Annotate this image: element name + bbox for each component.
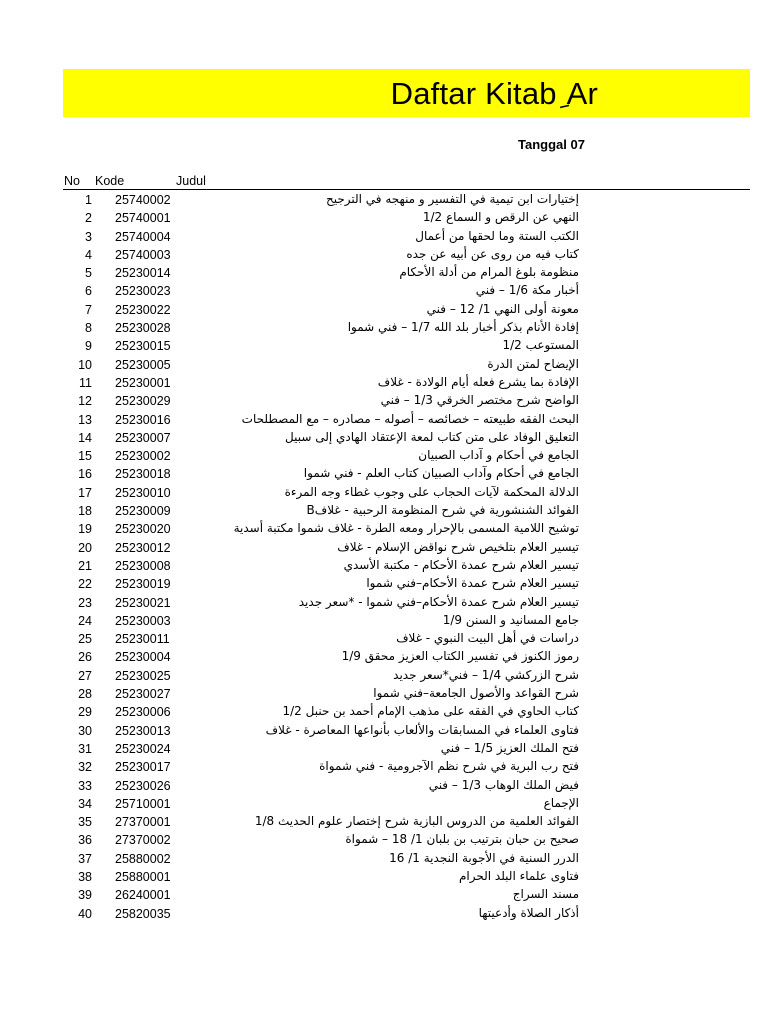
row-title: فتاوى علماء البلد الحرام: [458, 868, 579, 883]
row-title: إفادة الأنام بذكر أخبار بلد الله 1/7 – فني شموا: [347, 320, 579, 335]
page-title: Daftar Kitab ِAr: [390, 76, 598, 111]
table-row: [0, 557, 768, 575]
row-title: الدلالة المحكمة لآيات الحجاب على وجوب غطاء وجه المرءة: [284, 484, 579, 499]
row-number: 14: [78, 430, 92, 445]
row-number: 36: [78, 833, 92, 848]
table-row: [0, 502, 768, 520]
row-code: 25230007: [115, 430, 171, 445]
row-title: شرح القواعد والأصول الجامعة–فني شموا: [373, 686, 579, 701]
row-number: 1: [85, 193, 92, 207]
row-code: 25230013: [115, 723, 171, 738]
row-title: الإفادة بما يشرع فعله أيام الولادة - غلاف: [377, 374, 579, 389]
row-code: 25740004: [115, 229, 171, 244]
row-number: 26: [78, 650, 92, 665]
row-code: 25230015: [115, 339, 171, 354]
row-title: إختيارات ابن تيمية في التفسير و منهجه في الترجيح: [325, 192, 579, 206]
row-code: 25740002: [115, 193, 171, 207]
table-row: [0, 850, 768, 868]
row-number: 15: [78, 449, 92, 464]
table-row: [0, 520, 768, 538]
table-row: [0, 722, 768, 740]
table-row: [0, 319, 768, 337]
row-number: 19: [78, 522, 92, 537]
row-title: التعليق الوفاد على متن كتاب لمعة الإعتقاد الهادي إلى سبيل: [285, 429, 579, 444]
row-number: 8: [85, 321, 92, 336]
row-number: 30: [78, 723, 92, 738]
row-number: 38: [78, 869, 92, 884]
row-code: 25230009: [115, 504, 171, 519]
table-row: [0, 392, 768, 410]
row-title: كتاب الحاوي في الفقه على مذهب الإمام أحمد بن حنبل 1/2: [282, 704, 579, 719]
table-row: [0, 465, 768, 483]
column-header-code: Kode: [95, 174, 125, 188]
table-row: [0, 484, 768, 502]
row-number: 33: [78, 778, 92, 793]
row-code: 25230021: [115, 595, 171, 610]
row-number: 21: [78, 558, 92, 573]
row-number: 11: [79, 375, 92, 390]
row-title: الإجماع: [543, 795, 579, 810]
row-code: 25230002: [115, 449, 171, 464]
row-title: توشيح اللامية المسمى بالإحرار ومعه الطرة - غلاف شموا مكتبة أسدية: [233, 521, 579, 536]
row-code: 25230028: [115, 321, 171, 336]
row-title: رموز الكنوز في تفسير الكتاب العزيز محقق 1/9: [341, 649, 579, 664]
row-number: 12: [78, 394, 92, 409]
row-title: تيسير العلام شرح عمدة الأحكام–فني شموا: [366, 576, 579, 591]
row-code: 25230023: [115, 284, 171, 299]
row-title: كتاب فيه من روى عن أبيه عن جده: [406, 246, 579, 261]
row-code: 26240001: [115, 888, 171, 903]
row-code: 25230008: [115, 558, 171, 573]
table-row: [0, 758, 768, 776]
row-code: 25230003: [115, 613, 171, 628]
row-title: فيض الملك الوهاب 1/3 – فني: [428, 777, 579, 792]
row-code: 25230025: [115, 668, 171, 683]
row-number: 13: [78, 412, 92, 427]
row-number: 27: [78, 668, 92, 683]
row-code: 25230024: [115, 741, 171, 756]
row-number: 34: [78, 796, 92, 811]
row-title: فتح الملك العزيز 1/5 – فني: [440, 740, 579, 755]
table-row: [0, 411, 768, 429]
row-code: 25230016: [115, 412, 171, 427]
row-title: تيسير العلام شرح عمدة الأحكام - مكتبة الأسدي: [343, 557, 579, 572]
row-title: منظومة بلوغ المرام من أدلة الأحكام: [399, 265, 579, 280]
table-row: [0, 630, 768, 648]
table-row: [0, 795, 768, 813]
row-code: 27370001: [115, 815, 171, 830]
row-code: 25230004: [115, 650, 171, 665]
table-row: [0, 282, 768, 300]
row-code: 25880002: [115, 851, 171, 866]
row-number: 28: [78, 687, 92, 702]
table-row: [0, 337, 768, 355]
row-number: 24: [78, 613, 92, 628]
row-number: 5: [85, 266, 92, 281]
row-code: 25230017: [115, 760, 171, 775]
row-title: فتاوى العلماء في المسابقات والألعاب بأنواعها المعاصرة - غلاف: [265, 722, 579, 737]
column-header-title: Judul: [176, 174, 206, 188]
row-code: 25230011: [115, 632, 170, 647]
row-code: 25880001: [115, 869, 171, 884]
row-number: 16: [78, 467, 92, 482]
table-row: [0, 374, 768, 392]
row-code: 25230026: [115, 778, 171, 793]
row-title: فتح رب البرية في شرح نظم الآجرومية - فني شمواة: [319, 759, 579, 774]
row-number: 40: [78, 906, 92, 921]
row-number: 23: [78, 595, 92, 610]
row-number: 4: [85, 247, 92, 262]
table-row: [0, 612, 768, 630]
table-row: [0, 447, 768, 465]
row-number: 6: [85, 284, 92, 299]
table-row: [0, 539, 768, 557]
row-number: 32: [78, 760, 92, 775]
column-header-no: No: [64, 174, 80, 188]
table-row: [0, 209, 768, 227]
row-code: 27370002: [115, 833, 171, 848]
row-title: تيسير العلام بتلخيص شرح نواقض الإسلام - غلاف: [337, 539, 579, 554]
table-body: [0, 191, 768, 923]
row-code: 25820035: [115, 906, 171, 921]
row-title: المستوعب 1/2: [502, 338, 579, 353]
row-code: 25230012: [115, 540, 171, 555]
row-title: جامع المسانيد و السنن 1/9: [442, 612, 579, 627]
header-divider: [63, 189, 750, 190]
row-title: الجامع في أحكام وآداب الصبيان كتاب العلم - فني شموا: [303, 466, 579, 481]
row-number: 20: [78, 540, 92, 555]
row-number: 10: [78, 357, 92, 372]
table-row: [0, 246, 768, 264]
row-title: الفوائد العلمية من الدروس البازية شرح إختصار علوم الحديث 1/8: [254, 814, 579, 829]
row-code: 25230022: [115, 302, 171, 317]
row-number: 2: [85, 211, 92, 226]
row-number: 35: [78, 815, 92, 830]
table-row: [0, 868, 768, 886]
table-row: [0, 831, 768, 849]
row-number: 9: [85, 339, 92, 354]
row-title: النهي عن الرقص و السماع 1/2: [422, 210, 579, 225]
row-title: الدرر السنية في الأجوبة النجدية 1/ 16: [389, 850, 579, 865]
row-title: الفوائد الشنشورية في شرح المنظومة الرحبية - غلافB: [306, 503, 579, 518]
row-number: 39: [78, 888, 92, 903]
row-code: 25740001: [115, 211, 171, 226]
table-row: [0, 301, 768, 319]
row-number: 37: [78, 851, 92, 866]
row-title: الكتب الستة وما لحقها من أعمال: [415, 228, 579, 243]
row-code: 25710001: [115, 796, 171, 811]
row-title: أذكار الصلاة وأدعيتها: [478, 905, 579, 920]
row-title: الإيضاح لمتن الدرة: [487, 356, 579, 371]
table-row: [0, 905, 768, 923]
table-row: [0, 685, 768, 703]
row-number: 29: [78, 705, 92, 720]
row-number: 17: [78, 485, 92, 500]
table-row: [0, 228, 768, 246]
row-code: 25230027: [115, 687, 171, 702]
row-title: دراسات في أهل البيت النبوي - غلاف: [396, 631, 579, 646]
row-number: 18: [78, 504, 92, 519]
row-code: 25230005: [115, 357, 171, 372]
table-row: [0, 594, 768, 612]
row-number: 22: [78, 577, 92, 592]
table-row: [0, 191, 768, 209]
row-title: تيسير العلام شرح عمدة الأحكام–فني شموا - *سعر جديد: [298, 594, 579, 609]
row-code: 25230010: [115, 485, 171, 500]
row-title: الجامع في أحكام و آداب الصبيان: [418, 448, 579, 463]
row-title: مسند السراج: [512, 887, 579, 902]
table-row: [0, 648, 768, 666]
table-row: [0, 813, 768, 831]
row-number: 7: [85, 302, 92, 317]
table-row: [0, 264, 768, 282]
row-code: 25230020: [115, 522, 171, 537]
row-code: 25230001: [115, 375, 171, 390]
row-code: 25230006: [115, 705, 171, 720]
table-row: [0, 703, 768, 721]
row-number: 31: [78, 741, 92, 756]
row-code: 25230029: [115, 394, 171, 409]
row-title: شرح الزركشي 1/4 – فني*سعر جديد: [393, 667, 579, 682]
table-row: [0, 356, 768, 374]
table-row: [0, 886, 768, 904]
row-number: 25: [78, 632, 92, 647]
row-code: 25230014: [115, 266, 171, 281]
row-code: 25740003: [115, 247, 171, 262]
table-header: [63, 173, 583, 189]
row-code: 25230018: [115, 467, 171, 482]
row-code: 25230019: [115, 577, 171, 592]
row-number: 3: [85, 229, 92, 244]
table-row: [0, 429, 768, 447]
date-label: Tanggal 07: [518, 137, 585, 152]
row-title: الواضح شرح مختصر الخرقي 1/3 – فني: [380, 393, 579, 408]
row-title: معونة أولى النهي 1/ 12 – فني: [426, 301, 579, 316]
table-row: [0, 740, 768, 758]
table-row: [0, 575, 768, 593]
row-title: البحث الفقه طبيعته – خصائصه – أصوله – مصادره – مع المصطلحات: [241, 411, 579, 426]
row-title: أخبار مكة 1/6 – فني: [475, 283, 579, 298]
table-row: [0, 777, 768, 795]
table-row: [0, 667, 768, 685]
row-title: صحيح بن حبان بترتيب بن بلبان 1/ 18 – شمواة: [345, 832, 579, 847]
